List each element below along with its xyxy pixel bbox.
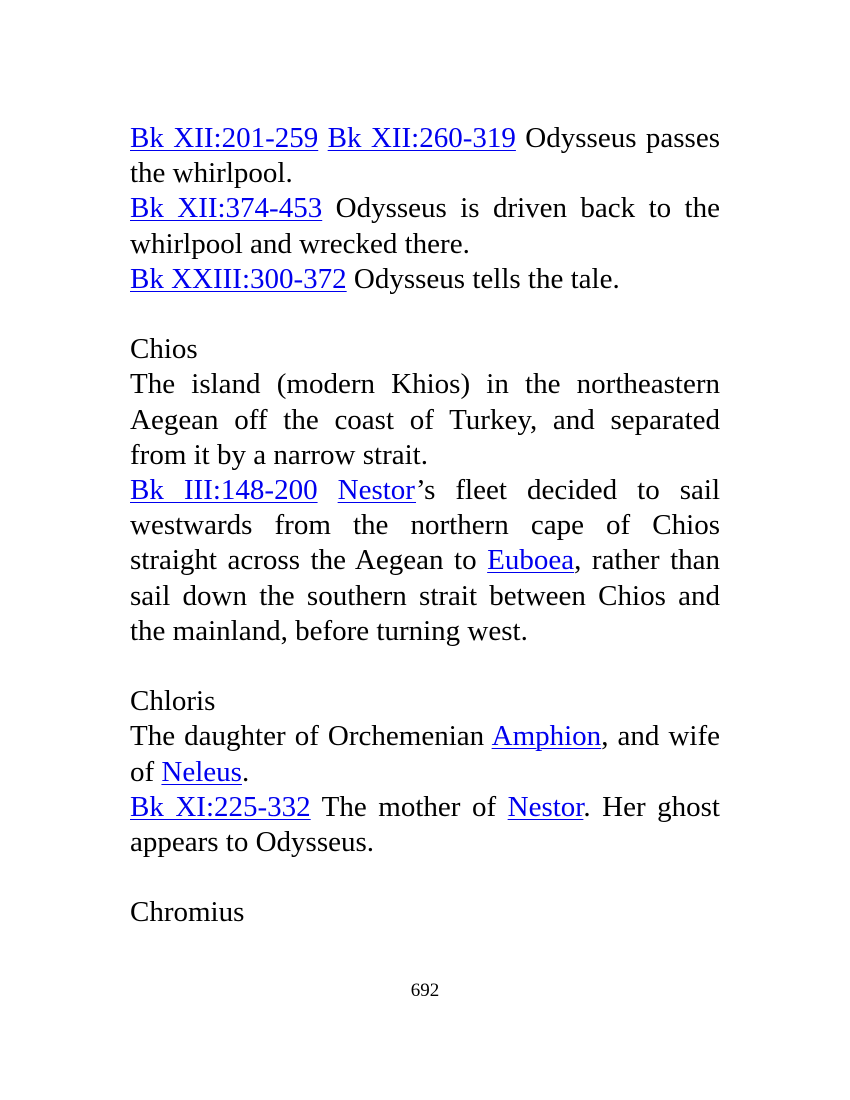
book-reference-link[interactable]: Bk XII:260-319 (327, 122, 516, 154)
blank-line (130, 297, 720, 332)
entry-paragraph: Bk III:148-200 Nestor’s fleet decided to sail westwards from the northern cape of Chios straight across the Aegean to Euboea, rather than sail down the southern strait between Chios and the mainland, before turning west. (130, 474, 721, 647)
entry-paragraph: Bk XI:225-332 The mother of Nestor. Her ghost appears to Odysseus. (130, 790, 720, 859)
document-body (130, 121, 720, 931)
name-link-neleus[interactable]: Neleus (161, 755, 242, 788)
entry-paragraph: The island (modern Khios) in the northeastern Aegean off the coast of Turkey, and separated from it by a narrow strait. (130, 368, 720, 471)
page-number: 692 (410, 980, 440, 1001)
entry-paragraph: Bk XII:374-453 Odysseus is driven back to the whirlpool and wrecked there. (130, 192, 720, 260)
book-reference-link[interactable]: Bk XII:201-259 (130, 122, 319, 154)
entry-paragraph: Bk XII:201-259 Bk XII:260-319 Odysseus passes the whirlpool. (130, 122, 720, 190)
name-link-euboea[interactable]: Euboea (487, 544, 575, 577)
name-link-nestor[interactable]: Nestor (337, 474, 417, 507)
book-reference-link[interactable]: Bk XI:225-332 (130, 790, 311, 823)
entry-paragraph: The daughter of Orchemenian Amphion, and wife of Neleus. (130, 720, 720, 788)
entry-heading-chloris: Chloris (130, 685, 216, 718)
book-reference-link[interactable]: Bk XXIII:300-372 (130, 262, 347, 295)
blank-line (130, 649, 720, 684)
name-link-nestor[interactable]: Nestor (507, 790, 584, 823)
entry-heading-chromius: Chromius (130, 896, 245, 929)
entry-paragraph: Bk XXIII:300-372 Odysseus tells the tale. (130, 262, 620, 295)
book-reference-link[interactable]: Bk XII:374-453 (130, 192, 323, 225)
entry-heading-chios: Chios (130, 333, 198, 366)
blank-line (130, 860, 720, 895)
name-link-amphion[interactable]: Amphion (491, 720, 602, 753)
book-reference-link[interactable]: Bk III:148-200 (130, 474, 318, 507)
